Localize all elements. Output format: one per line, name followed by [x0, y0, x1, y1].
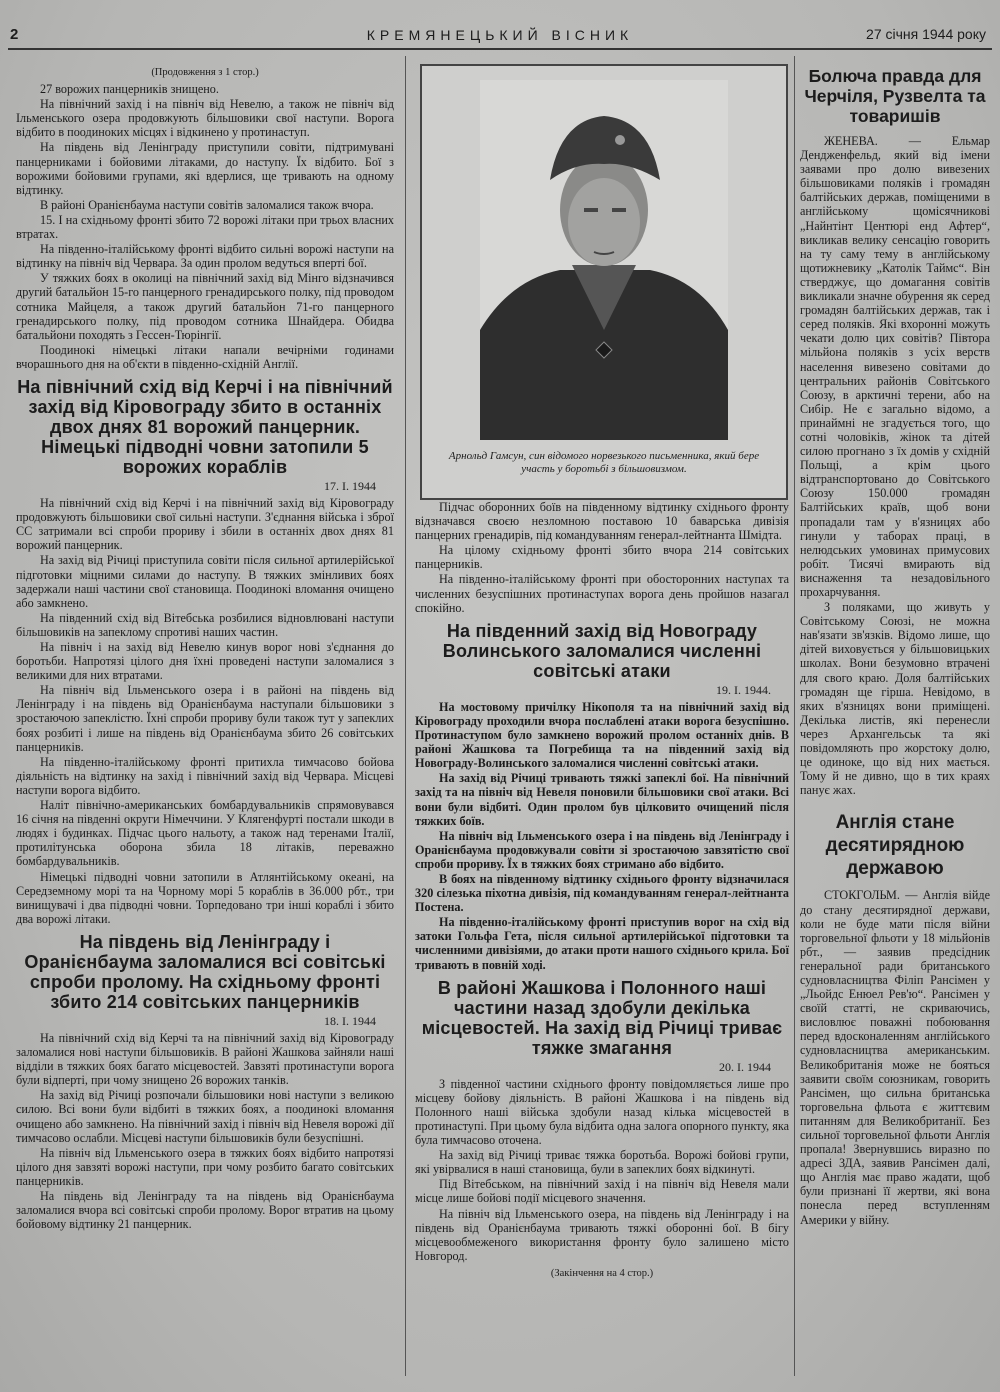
issue-date: 27 січня 1944 року [866, 26, 986, 42]
paragraph: 27 ворожих панцерників знищено. [40, 82, 219, 97]
column-2 [415, 500, 789, 1330]
column-3 [800, 64, 990, 1374]
paragraph: На північ від Ільменського озера в тяжких боях відбито напротязі цілого дня завзяті ворожі наступи, при чому розбито багато совітських панцерників. [16, 1145, 394, 1188]
headline-leningrad: На південь від Ленінграду і Оранієнбаума заломалися всі совітські спроби пролому. На східньому фронті збито 214 совітських панцерників [24, 931, 386, 1012]
paragraph: На північ від Ільменського озера і в районі на південь від Ленінграду і на південь від Оранієнбаума наступали більшовики з зростаючою запеклістю. Їхні спроби прориву були також тут у запеклих боях розбиті і лише на південь від Оранієнбаума збито 26 совітських панцерників. [16, 683, 394, 754]
paragraph: В боях на південному відтинку східнього фронту відзначилася 320 сілезька піхотна дивізія, під командуванням генерал-лейтнанта Постена. [415, 871, 789, 915]
portrait-image [480, 80, 728, 440]
paragraph: На захід від Річиці розпочали більшовики нові наступи з великою силою. Всі вони були відбиті в тяжких боях, а поодинокі вломання очищено або замкнено. На північний захід і північ від Невеля ворожі дії тимчасово ослабли. Місцеві наступи більшовиків були безуспішні. [16, 1088, 394, 1145]
masthead [10, 24, 990, 48]
paragraph: Підчас оборонних боїв на південному відтинку східнього фронту відзначався своєю незломною поставою 10 баварська дивізія панцерних гренадирів, під командуванням генерал-лейтнанта Шмідта. [415, 500, 789, 543]
paragraph: Німецькі підводні човни затопили в Атлянтійському океані, на Середземному морі та на Чорному морі 5 кораблів в 36.000 рбт., три винищувачі і два підводні човни. Торпедовано три інші кораблі і збито два ворожі літаки. [16, 869, 394, 926]
paragraph: На південно-італійському фронті приступив ворог на схід від затоки Гольфа Гета, після сильної артилерійської підготовки та численними дивізіями, до атаки проти нашого східнього крила. Бої тривають в повній ході. [415, 915, 789, 972]
paragraph: На південний схід від Вітебська розбилися відновлювані наступи більшовиків на запеклому спротиві наших частин. [16, 610, 394, 639]
paragraph: Під Вітебськом, на північний захід і на північ від Невеля мали місце лише бойові події місцевого значення. [415, 1177, 789, 1206]
column-divider-1 [405, 56, 406, 1376]
paragraph: На захід від Річиці тривають тяжкі запеклі бої. На північний захід та на північ від Невеля поновили більшовики свої атаки. Всі вони були відбиті. Один пролом був цілковито очищений після тяжких боїв. [415, 771, 789, 828]
continued-note: (Закінчення на 4 стор.) [550, 1267, 654, 1279]
paragraph: На південь від Ленінграду та на південь від Оранієнбаума заломалися вчора всі совітські спроби пролому. Ворог втратив на цьому бойовому відтинку 21 панцерник. [16, 1189, 394, 1232]
page-number: 2 [10, 26, 19, 43]
paragraph: У тяжких боях в околиці на північний захід від Мінго відзначився другий батальйон 15-го панцерного гренадирського полку, під проводом сотника Майцеля, а також другий батальйон 71-го панцерного гренадирського полку, під проводом сотника Шнайдера. Обидва батальйони походять з Гессен-Тюрінгії. [16, 271, 394, 342]
column-1 [16, 66, 394, 1366]
newspaper-title: КРЕМЯНЕЦЬКИЙ ВІСНИК [366, 27, 634, 43]
paragraph: З поляками, що живуть у Совітському Союзі, не можна нав'язати зв'язків. Відомо лише, що дітей виховується у більшовицьких школах. Вони безумовно втрачені для свого краю. Доля балтійських громадян ще гірша. Невідомо, в яких в'язницях вони приміщені. Декілька листів, які перенесли через Архангельськ та які повідомляють про жорстоку долю, це одиноке, що від них мається. Тому й не дивно, що в тих краях панує жах. [800, 600, 990, 798]
paragraph: На південно-італійському фронті притихла тимчасово бойова діяльність на відтинку на захід і північний захід від Червара. Місцеві наступи ворога відбито. [16, 754, 394, 797]
masthead-rule [8, 48, 992, 50]
paragraph: На південно-італійському фронті при обосторонних наступах та численних безуспішних протинаступах ворога день пройшов назагал спокійно. [415, 572, 789, 615]
paragraph: На північ від Ільменського озера і на південь від Ленінграду і Оранієнбаума продовжували совіти зі зростаючою завзятістю свої спроби прориву. Їх в тяжких боях стримано або відбито. [415, 828, 789, 871]
paragraph: Наліт північно-американських бомбардувальників спрямовувався 16 січня на південні округи Німеччини. У Клягенфурті постали шкоди в людях і будинках. Підчас цього нальоту, а також над теренами Італії, протилітунська оборона збила 18 літаків, переважно бомбардувальників. [16, 798, 394, 869]
paragraph: На південь від Ленінграду приступили совіти, підтримувані панцерниками і бойовими літаками, до наступу. Їх відбито. Бої з ворожими бойовими групами, які вдерлися, ще тривають на одному відтинку. [16, 140, 394, 197]
paragraph: 15. I на східньому фронті збито 72 ворожі літаки при трьох власних втратах. [16, 212, 394, 242]
paragraph: ЖЕНЕВА. — Ельмар Дендженфельд, який від імени заявами про долю вивезених більшовиками поляків і громадян балтійських держав, поміщеними в англійському щомісячникові „Найнтінт Центюрі енд Афтер“, викликав велику сенсацію говорить на ту саму тему в англійському щотижневику „Католік Таймс“. Він стверджує, що домагання совітів викликали значне обурення як серед громадян балтійських держав, так і серед поляків. Які вхоронні можуть чекати долю цих совітів? Півтора мільйона поляків з усіх верств населення вивезено совітами до центральних районів Совітського Союзу, в арктичні терени, або на Сибір. Не є загально відомо, а принаймні не згадується того, що сотні чоловіків, жінок та дітей силою прогнано з їх домів у східній Польщі, а крім цього відтранспортовано до Совітського Союзу 150.000 громадян Балтійських країв, щоб вони пропадали там у в'язницях або гинули у таборах праці, в нелюдських умовинах примусових робіт. Тисячі вмирають від виснаження та незадовільного прохарчування. [800, 134, 990, 599]
portrait-photo [420, 64, 788, 500]
paragraph: СТОКГОЛЬМ. — Англія війде до стану десятирядної держави, коли не буде мати після війни торговельної фльоти у 18 мільйонів рбт., — заявив предсідник генеральної ради британського судновласництва Філіп Рансімен у „Льойдс Енюел Рев'ю“. Рансімен у своїй статті, не скриваючись, висловлює поважні побоювання перед вдосконаленням англійського судновласництва американським. Великобританія може не бояться заявити своїм союзникам, говорить Рансімен, що сильна британська торговельна фльота є життєвим питанням для Великобританії. Без сильної торговельної фльоти Англія пропала! Звернувшись виразно по адресі ЗДА, заявив Рансімен далі, що Англія має право жадати, щоб були признані її жертви, які вона понесла перед вступленням Америки у війну. [800, 888, 990, 1227]
dateline: 18. I. 1944 [324, 1013, 376, 1028]
photo-caption: Арнольд Гамсун, син відомого норвезького письменника, який бере участь у боротьбі з більшовизмом. [448, 450, 760, 475]
paragraph: Поодинокі німецькі літаки напали вечірніми годинами вчорашнього дня на об'єкти в південно-східній Англії. [16, 342, 394, 371]
paragraph: На північ і на захід від Невелю кинув ворог нові з'єднання до боротьби. Напротязі цілого дня їхні проведені наступи заломалися з великими для них втратами. [16, 640, 394, 683]
continuation-note: (Продовження з 1 стор.) [151, 67, 259, 78]
headline-novograd: На південний захід від Новограду Волинського заломалися численні совітські атаки [442, 620, 762, 681]
paragraph: На захід від Річиці приступила совіти після сильної артилерійської підготовки міцними силами до наступу. В тяжких змінливих боях задержали наші частини свої становища. Поодинокі вломання очищено або замкнено. [16, 553, 394, 610]
paragraph: В районі Оранієнбаума наступи совітів заломалися також вчора. [40, 197, 374, 212]
paragraph: З південної частини східнього фронту повідомляється лише про місцеву бойову діяльність. В районі Жашкова і на південь від Полонного наші війська здобули назад кілька місцевостей в протинаступі. При цьому була відбита одна залога опорного пункту, яка була тимчасово оточена. [415, 1076, 789, 1148]
paragraph: На північний схід від Керчі та на північний захід від Кіровограду заломалися нові наступи більшовиків. В районі Жашкова зайняли наші відділи в тяжких боях багато місцевостей. Завзяті протинаступи ворога були відперті, при чому знищено 26 ворожих танків. [16, 1030, 394, 1088]
column-divider-2 [794, 56, 795, 1376]
dateline: 17. I. 1944 [324, 478, 376, 493]
paragraph: На цілому східньому фронті збито вчора 214 совітських панцерників. [415, 543, 789, 572]
paragraph: На північ від Ільменського озера, на південь від Ленінграду і на південь від Оранієнбаума тривають тяжкі оборонні бої. В бігу місцевообмеженого використання фронту було залишено місто Новгород. [415, 1206, 789, 1263]
dateline: 19. I. 1944. [716, 682, 771, 697]
paragraph: На мостовому причілку Нікополя та на північний захід від Кіровограду проходили вчора послаблені атаки ворога безуспішно. Протинаступом було замкнено ворожий пролом останніх днів. В районі Жашкова та Погребища та на південний захід від Новограду-Волинського заломалися численні совітські атаки. [415, 699, 789, 771]
paragraph: На захід від Річиці триває тяжка боротьба. Ворожі бойові групи, які увірвалися в наші становища, були в запеклих боях відкинуті. [415, 1148, 789, 1177]
headline-zhashkov: В районі Жашкова і Полонного наші частини назад здобули декілька місцевостей. На захід від Річиці триває тяжке змагання [421, 977, 783, 1058]
headline-painful-truth: Болюча правда для Черчіля, Рузвелта та товаришів [804, 66, 986, 126]
paragraph: На північний схід від Керчі і на північний захід від Кіровограду продовжують більшовики свої сильні наступи. З'єднання війська і зброї СС затримали всі спроби прориву і збили в останніх двох днях 81 ворожий панцерник. [16, 496, 394, 553]
headline-kerch: На північний схід від Керчі і на північний захід від Кіровограду збито в останніх двох днях 81 ворожий панцерник. Німецькі підводні човни затопили 5 ворожих кораблів [17, 376, 393, 477]
headline-england: Англія стане десятирядною державою [825, 812, 965, 880]
paragraph: На південно-італійському фронті відбито сильні ворожі наступи на відтинку на північ від Червара. За один пролом ведуться вперті бої. [16, 242, 394, 271]
dateline: 20. I. 1944 [719, 1059, 771, 1074]
paragraph: На північний захід і на північ від Невелю, а також не північ від Ільменського озера продовжують більшовики свої наступи. Ворога відбито в поодиноких місцях і відкинено у протинаступ. [16, 97, 394, 140]
